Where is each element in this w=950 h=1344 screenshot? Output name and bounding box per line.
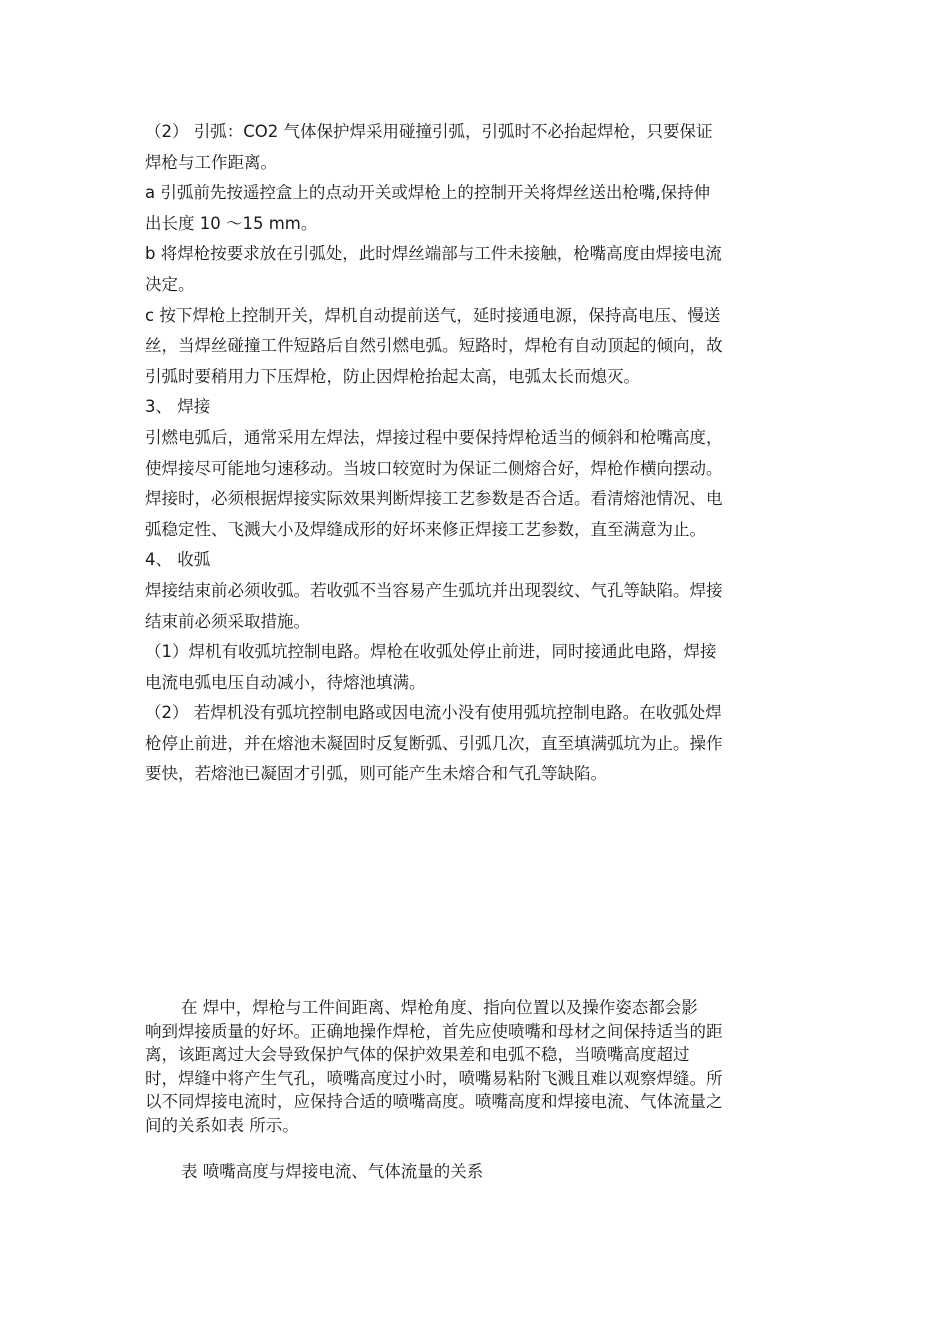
text-line: 以不同焊接电流时，应保持合适的喷嘴高度。喷嘴高度和焊接电流、气体流量之 bbox=[145, 1092, 723, 1112]
text-line: 时，焊缝中将产生气孔，喷嘴高度过小时，喷嘴易粘附飞溅且难以观察焊缝。所 bbox=[145, 1068, 723, 1088]
text-line: 要快，若熔池已凝固才引弧，则可能产生未熔合和气孔等缺陷。 bbox=[145, 764, 607, 784]
welding-procedure-text bbox=[145, 117, 810, 790]
text-line: 电流电弧电压自动减小，待熔池填满。 bbox=[145, 672, 426, 692]
text-line: 使焊接尽可能地匀速移动。当坡口较宽时为保证二侧熔合好，焊枪作横向摆动。 bbox=[145, 458, 723, 478]
text-line: 出长度 10 ～15 mm。 bbox=[145, 213, 318, 233]
text-line: 决定。 bbox=[145, 274, 195, 294]
text-line: a 引弧前先按遥控盒上的点动开关或焊枪上的控制开关将焊丝送出枪嘴,保持伸 bbox=[145, 183, 711, 203]
text-line: （2） 若焊机没有弧坑控制电路或因电流小没有使用弧坑控制电路。在收弧处焊 bbox=[145, 703, 722, 723]
text-line: 在 焊中，焊枪与工件间距离、焊枪角度、指向位置以及操作姿态都会影 bbox=[181, 998, 698, 1017]
text-line: 焊枪与工作距离。 bbox=[145, 152, 277, 172]
text-line: （2） 引弧：CO2 气体保护焊采用碰撞引弧，引弧时不必抬起焊枪，只要保证 bbox=[145, 122, 713, 141]
section-heading: 4、 收弧 bbox=[145, 550, 211, 570]
section-heading: 3、 焊接 bbox=[145, 397, 211, 417]
text-line: 弧稳定性、飞溅大小及焊缝成形的好坏来修正焊接工艺参数，直至满意为止。 bbox=[145, 519, 706, 539]
text-line: 焊接结束前必须收弧。若收弧不当容易产生弧坑并出现裂纹、气孔等缺陷。焊接 bbox=[145, 580, 723, 600]
text-line: 引燃电弧后，通常采用左焊法，焊接过程中要保持焊枪适当的倾斜和枪嘴高度， bbox=[145, 427, 723, 447]
text-line: 枪停止前进，并在熔池未凝固时反复断弧、引弧几次，直至填满弧坑为止。操作 bbox=[145, 733, 723, 753]
text-line: （1）焊机有收弧坑控制电路。焊枪在收弧处停止前进，同时接通此电路，焊接 bbox=[145, 642, 717, 662]
text-line: 引弧时要稍用力下压焊枪，防止因焊枪抬起太高，电弧太长而熄灭。 bbox=[145, 366, 640, 386]
nozzle-height-paragraph bbox=[145, 996, 810, 1138]
text-line: 间的关系如表 所示。 bbox=[145, 1115, 299, 1135]
text-line: 响到焊接质量的好坏。正确地操作焊枪，首先应使喷嘴和母材之间保持适当的距 bbox=[145, 1021, 723, 1041]
text-line: 焊接时，必须根据焊接实际效果判断焊接工艺参数是否合适。看清熔池情况、电 bbox=[145, 489, 723, 509]
text-line: b 将焊枪按要求放在引弧处，此时焊丝端部与工件未接触，枪嘴高度由焊接电流 bbox=[145, 244, 722, 264]
text-line: 结束前必须采取措施。 bbox=[145, 611, 310, 631]
table-caption: 表 喷嘴高度与焊接电流、气体流量的关系 bbox=[181, 1162, 484, 1181]
text-line: c 按下焊枪上控制开关，焊机自动提前送气，延时接通电源，保持高电压、慢送 bbox=[145, 305, 721, 325]
text-line: 离，该距离过大会导致保护气体的保护效果差和电弧不稳，当喷嘴高度超过 bbox=[145, 1045, 690, 1065]
text-line: 丝，当焊丝碰撞工件短路后自然引燃电弧。短路时，焊枪有自动顶起的倾向，故 bbox=[145, 336, 723, 356]
